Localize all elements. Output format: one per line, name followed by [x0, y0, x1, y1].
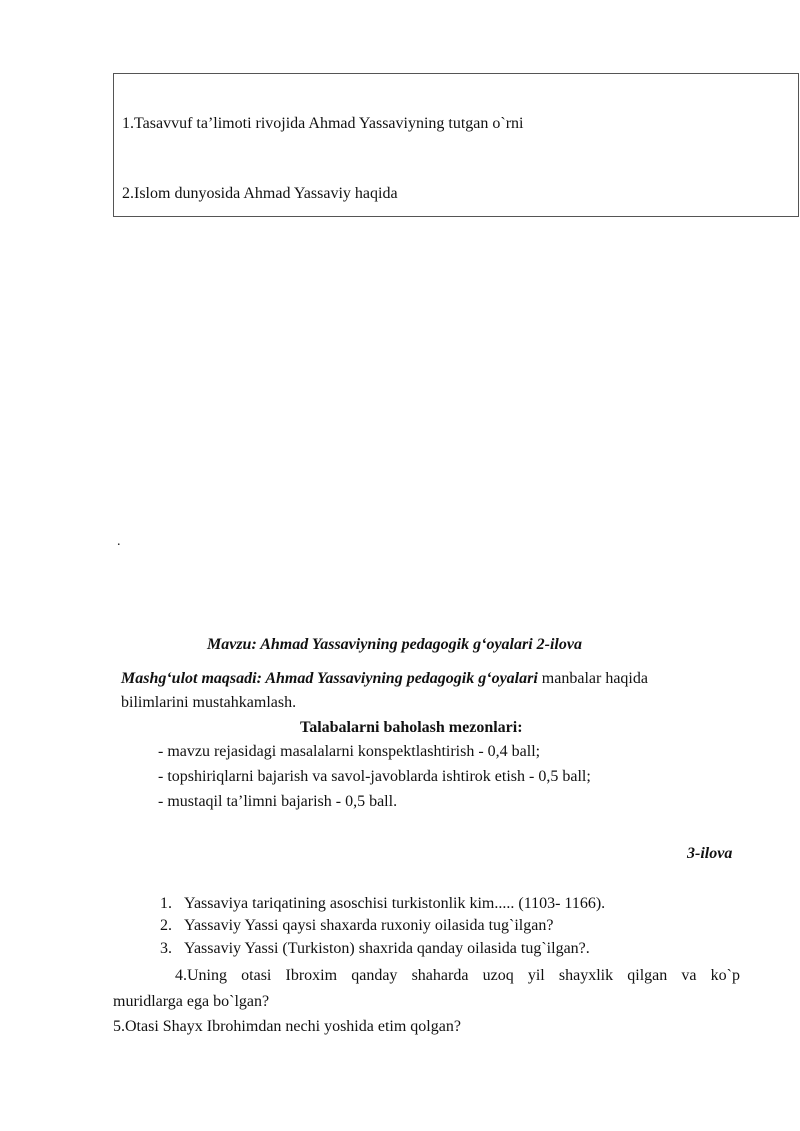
question-3: [160, 940, 590, 958]
appendix-3-label: 3-ilova: [687, 845, 733, 862]
criteria-item-1: - mavzu rejasidagi masalalarni konspektlashtirish - 0,4 ball;: [158, 743, 541, 760]
question-3-number: 3.: [160, 940, 172, 957]
question-2: [160, 917, 553, 935]
criteria-item-3: - mustaqil ta’limni bajarish - 0,5 ball.: [158, 793, 398, 810]
question-4-line-1: 4.Uning otasi Ibroxim qanday shaharda uzoq yil shayxlik qilgan va ko`p: [175, 967, 740, 984]
topic-heading: Mavzu: Ahmad Yassaviyning pedagogik g‘oyalari 2-ilova: [207, 636, 582, 653]
question-5: 5.Otasi Shayx Ibrohimdan nechi yoshida etim qolgan?: [113, 1018, 461, 1035]
stray-dot: .: [117, 534, 121, 549]
goal-line-1: [121, 670, 648, 688]
question-4-line-2: muridlarga ega bo`lgan?: [113, 993, 270, 1010]
criteria-heading: Talabalarni baholash mezonlari:: [300, 719, 523, 736]
goal-line-2: bilimlarini mustahkamlash.: [121, 694, 297, 711]
goal-text-1: manbalar haqida: [537, 670, 648, 687]
box-line-1: 1.Tasavvuf ta’limoti rivojida Ahmad Yassaviyning tutgan o`rni: [122, 115, 524, 132]
question-1-text: Yassaviya tariqatining asoschisi turkistonlik kim..... (1103- 1166).: [184, 895, 606, 912]
box-line-2: 2.Islom dunyosida Ahmad Yassaviy haqida: [122, 185, 398, 202]
question-1: [160, 895, 605, 913]
goal-label: Mashg‘ulot maqsadi: Ahmad Yassaviyning pedagogik g‘oyalari: [121, 670, 538, 687]
question-2-number: 2.: [160, 917, 172, 934]
question-3-text: Yassaviy Yassi (Turkiston) shaxrida qanday oilasida tug`ilgan?.: [184, 940, 590, 957]
criteria-item-2: - topshiriqlarni bajarish va savol-javoblarda ishtirok etish - 0,5 ball;: [158, 768, 591, 785]
topics-box: [113, 73, 799, 217]
question-2-text: Yassaviy Yassi qaysi shaxarda ruxoniy oilasida tug`ilgan?: [184, 917, 554, 934]
question-1-number: 1.: [160, 895, 172, 912]
